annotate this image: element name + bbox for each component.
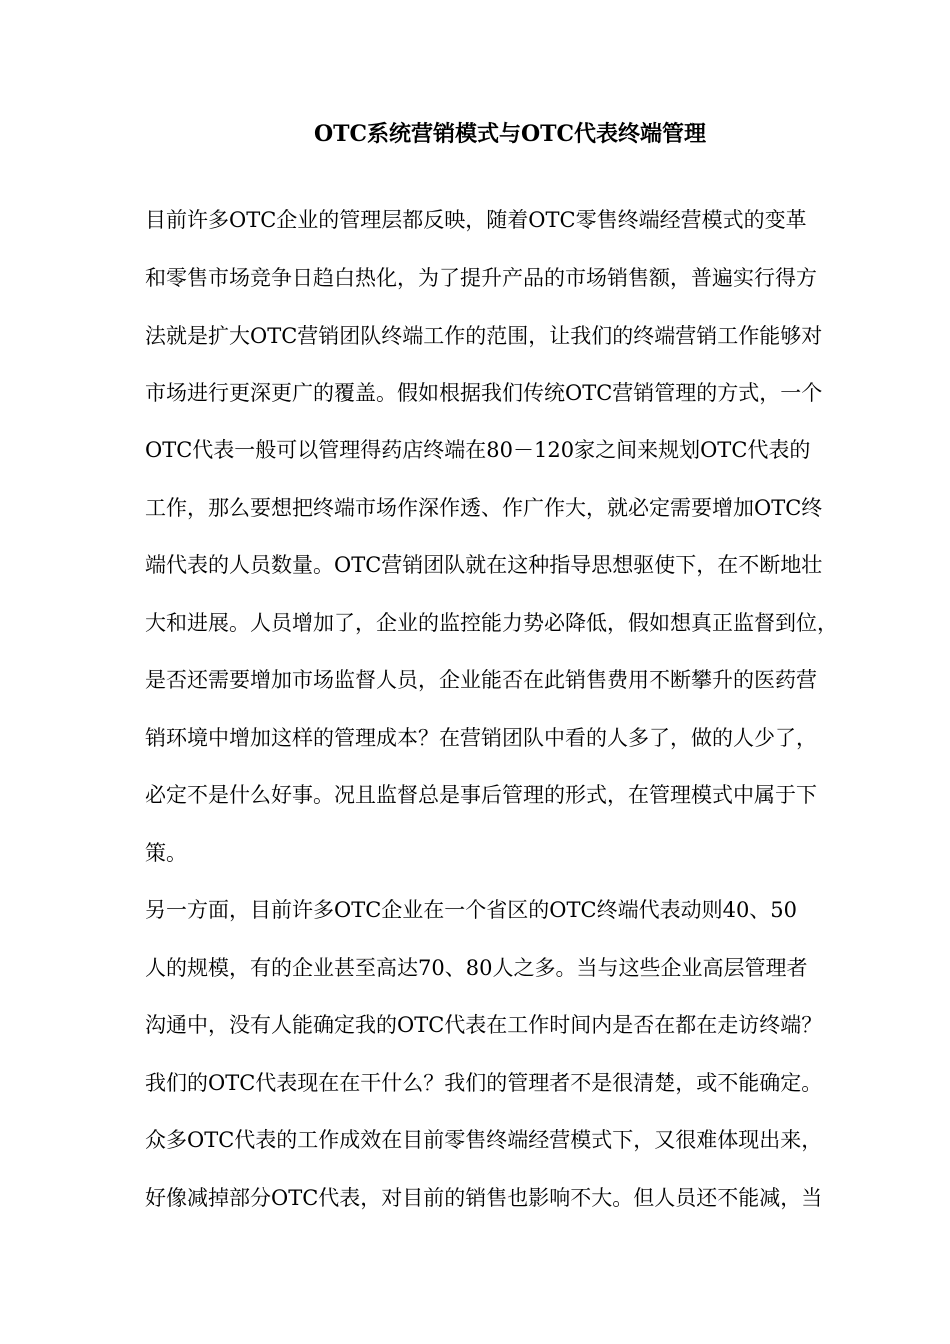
paragraph-line: 市场进行更深更广的覆盖。假如根据我们传统OTC营销管理的方式，一个	[145, 381, 823, 405]
paragraph-line: 目前许多OTC企业的管理层都反映，随着OTC零售终端经营模式的变革	[145, 208, 807, 232]
paragraph-line: OTC代表一般可以管理得药店终端在80－120家之间来规划OTC代表的	[145, 438, 811, 462]
paragraph-line: 是否还需要增加市场监督人员，企业能否在此销售费用不断攀升的医药营	[145, 668, 817, 692]
paragraph-line: 和零售市场竞争日趋白热化，为了提升产品的市场销售额，普遍实行得方	[145, 266, 817, 290]
paragraph-line: 我们的OTC代表现在在干什么？我们的管理者不是很清楚，或不能确定。	[145, 1071, 823, 1095]
paragraph-line: 必定不是什么好事。况且监督总是事后管理的形式，在管理模式中属于下	[145, 783, 817, 807]
paragraph-line: 端代表的人员数量。OTC营销团队就在这种指导思想驱使下，在不断地壮	[145, 553, 823, 577]
paragraph-line: 销环境中增加这样的管理成本？在营销团队中看的人多了，做的人少了，	[145, 726, 817, 750]
paragraph-line: 策。	[145, 841, 187, 865]
paragraph-line: 好像减掉部分OTC代表，对目前的销售也影响不大。但人员还不能减，当	[145, 1186, 823, 1210]
document-title: OTC系统营销模式与OTC代表终端管理	[313, 121, 707, 147]
paragraph-line: 工作，那么要想把终端市场作深作透、作广作大，就必定需要增加OTC终	[145, 496, 823, 520]
paragraph-line: 众多OTC代表的工作成效在目前零售终端经营模式下，又很难体现出来，	[145, 1128, 823, 1152]
paragraph-line: 沟通中，没有人能确定我的OTC代表在工作时间内是否在都在走访终端？	[145, 1013, 823, 1037]
paragraph-line: 大和进展。人员增加了，企业的监控能力势必降低，假如想真正监督到位，	[145, 611, 838, 635]
paragraph-line: 人的规模，有的企业甚至高达70、80人之多。当与这些企业高层管理者	[145, 956, 808, 980]
paragraph-line: 法就是扩大OTC营销团队终端工作的范围，让我们的终端营销工作能够对	[145, 324, 823, 348]
paragraph-line: 另一方面，目前许多OTC企业在一个省区的OTC终端代表动则40、50	[145, 898, 798, 922]
